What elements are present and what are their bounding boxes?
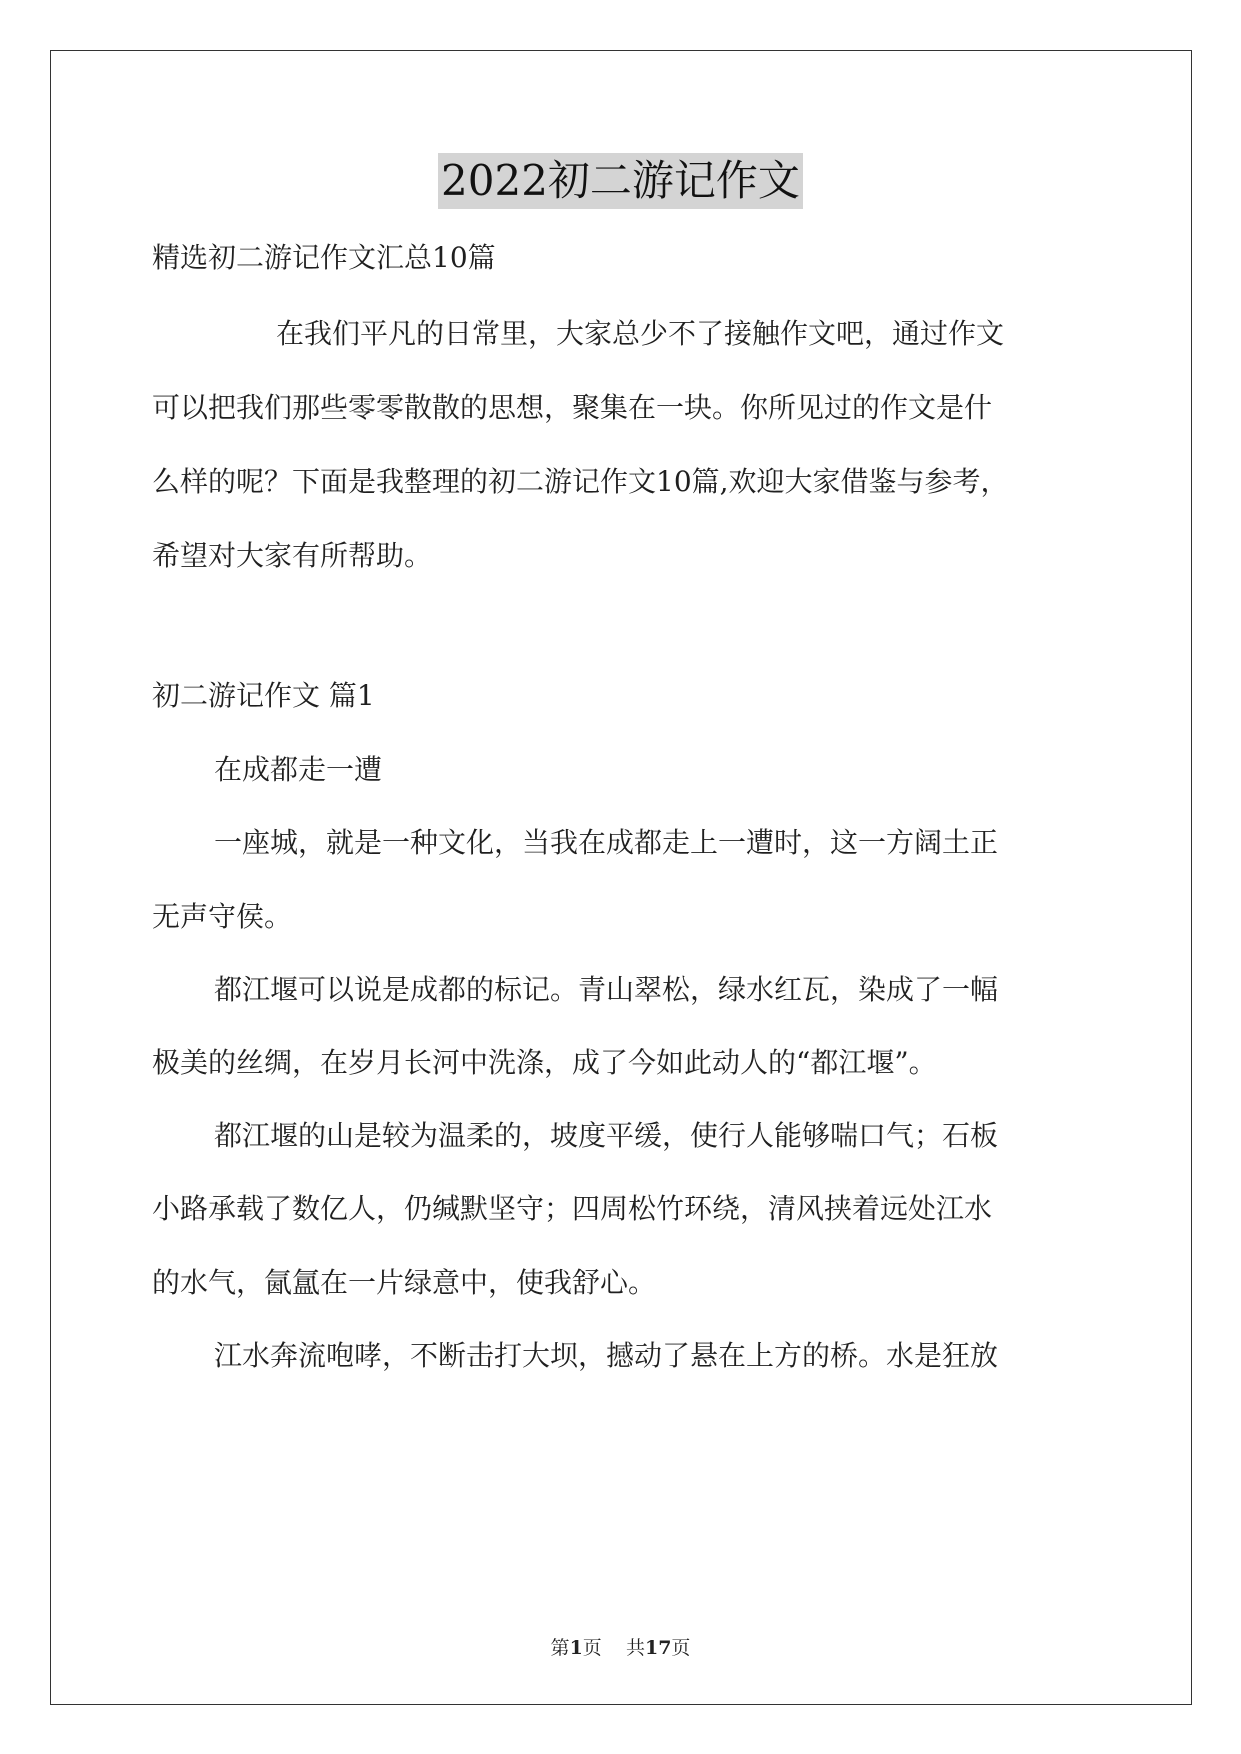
paragraph-line-1: 一座城，就是一种文化，当我在成都走上一遭时，这一方阔土正 (214, 826, 999, 859)
paragraph-line-2: 无声守侯。 (152, 900, 293, 933)
paragraph-line-7: 的水气，氤氲在一片绿意中，使我舒心。 (152, 1266, 657, 1299)
paragraph-line-3: 都江堰可以说是成都的标记。青山翠松，绿水红瓦，染成了一幅 (214, 973, 999, 1006)
intro-line-4: 希望对大家有所帮助。 (152, 539, 433, 572)
title-container (0, 153, 1241, 209)
footer-page-number: 1 (569, 1637, 583, 1659)
intro-line-3: 么样的呢？下面是我整理的初二游记作文10篇,欢迎大家借鉴与参考， (152, 465, 1009, 498)
page-footer (0, 1636, 1241, 1660)
paragraph-line-4: 极美的丝绸，在岁月长河中洗涤，成了今如此动人的“都江堰”。 (152, 1046, 937, 1079)
intro-line-1: 在我们平凡的日常里，大家总少不了接触作文吧，通过作文 (276, 317, 1005, 350)
footer-page-mid: 页 共 (582, 1637, 645, 1659)
page-frame (50, 50, 1192, 1705)
section-heading: 初二游记作文 篇1 (152, 679, 375, 712)
intro-line-2: 可以把我们那些零零散散的思想，聚集在一块。你所见过的作文是什 (152, 391, 993, 424)
paragraph-line-8: 江水奔流咆哮，不断击打大坝，撼动了悬在上方的桥。水是狂放 (214, 1339, 999, 1372)
paragraph-line-6: 小路承载了数亿人，仍缄默坚守；四周松竹环绕，清风挟着远处江水 (152, 1192, 993, 1225)
footer-page-prefix: 第 (550, 1637, 570, 1659)
footer-total-pages: 17 (644, 1637, 672, 1659)
essay-title: 在成都走一遭 (214, 753, 383, 786)
footer-page-suffix: 页 (671, 1637, 691, 1659)
document-subtitle: 精选初二游记作文汇总10篇 (152, 241, 496, 274)
document-title: 2022初二游记作文 (438, 153, 803, 209)
paragraph-line-5: 都江堰的山是较为温柔的，坡度平缓，使行人能够喘口气；石板 (214, 1119, 999, 1152)
